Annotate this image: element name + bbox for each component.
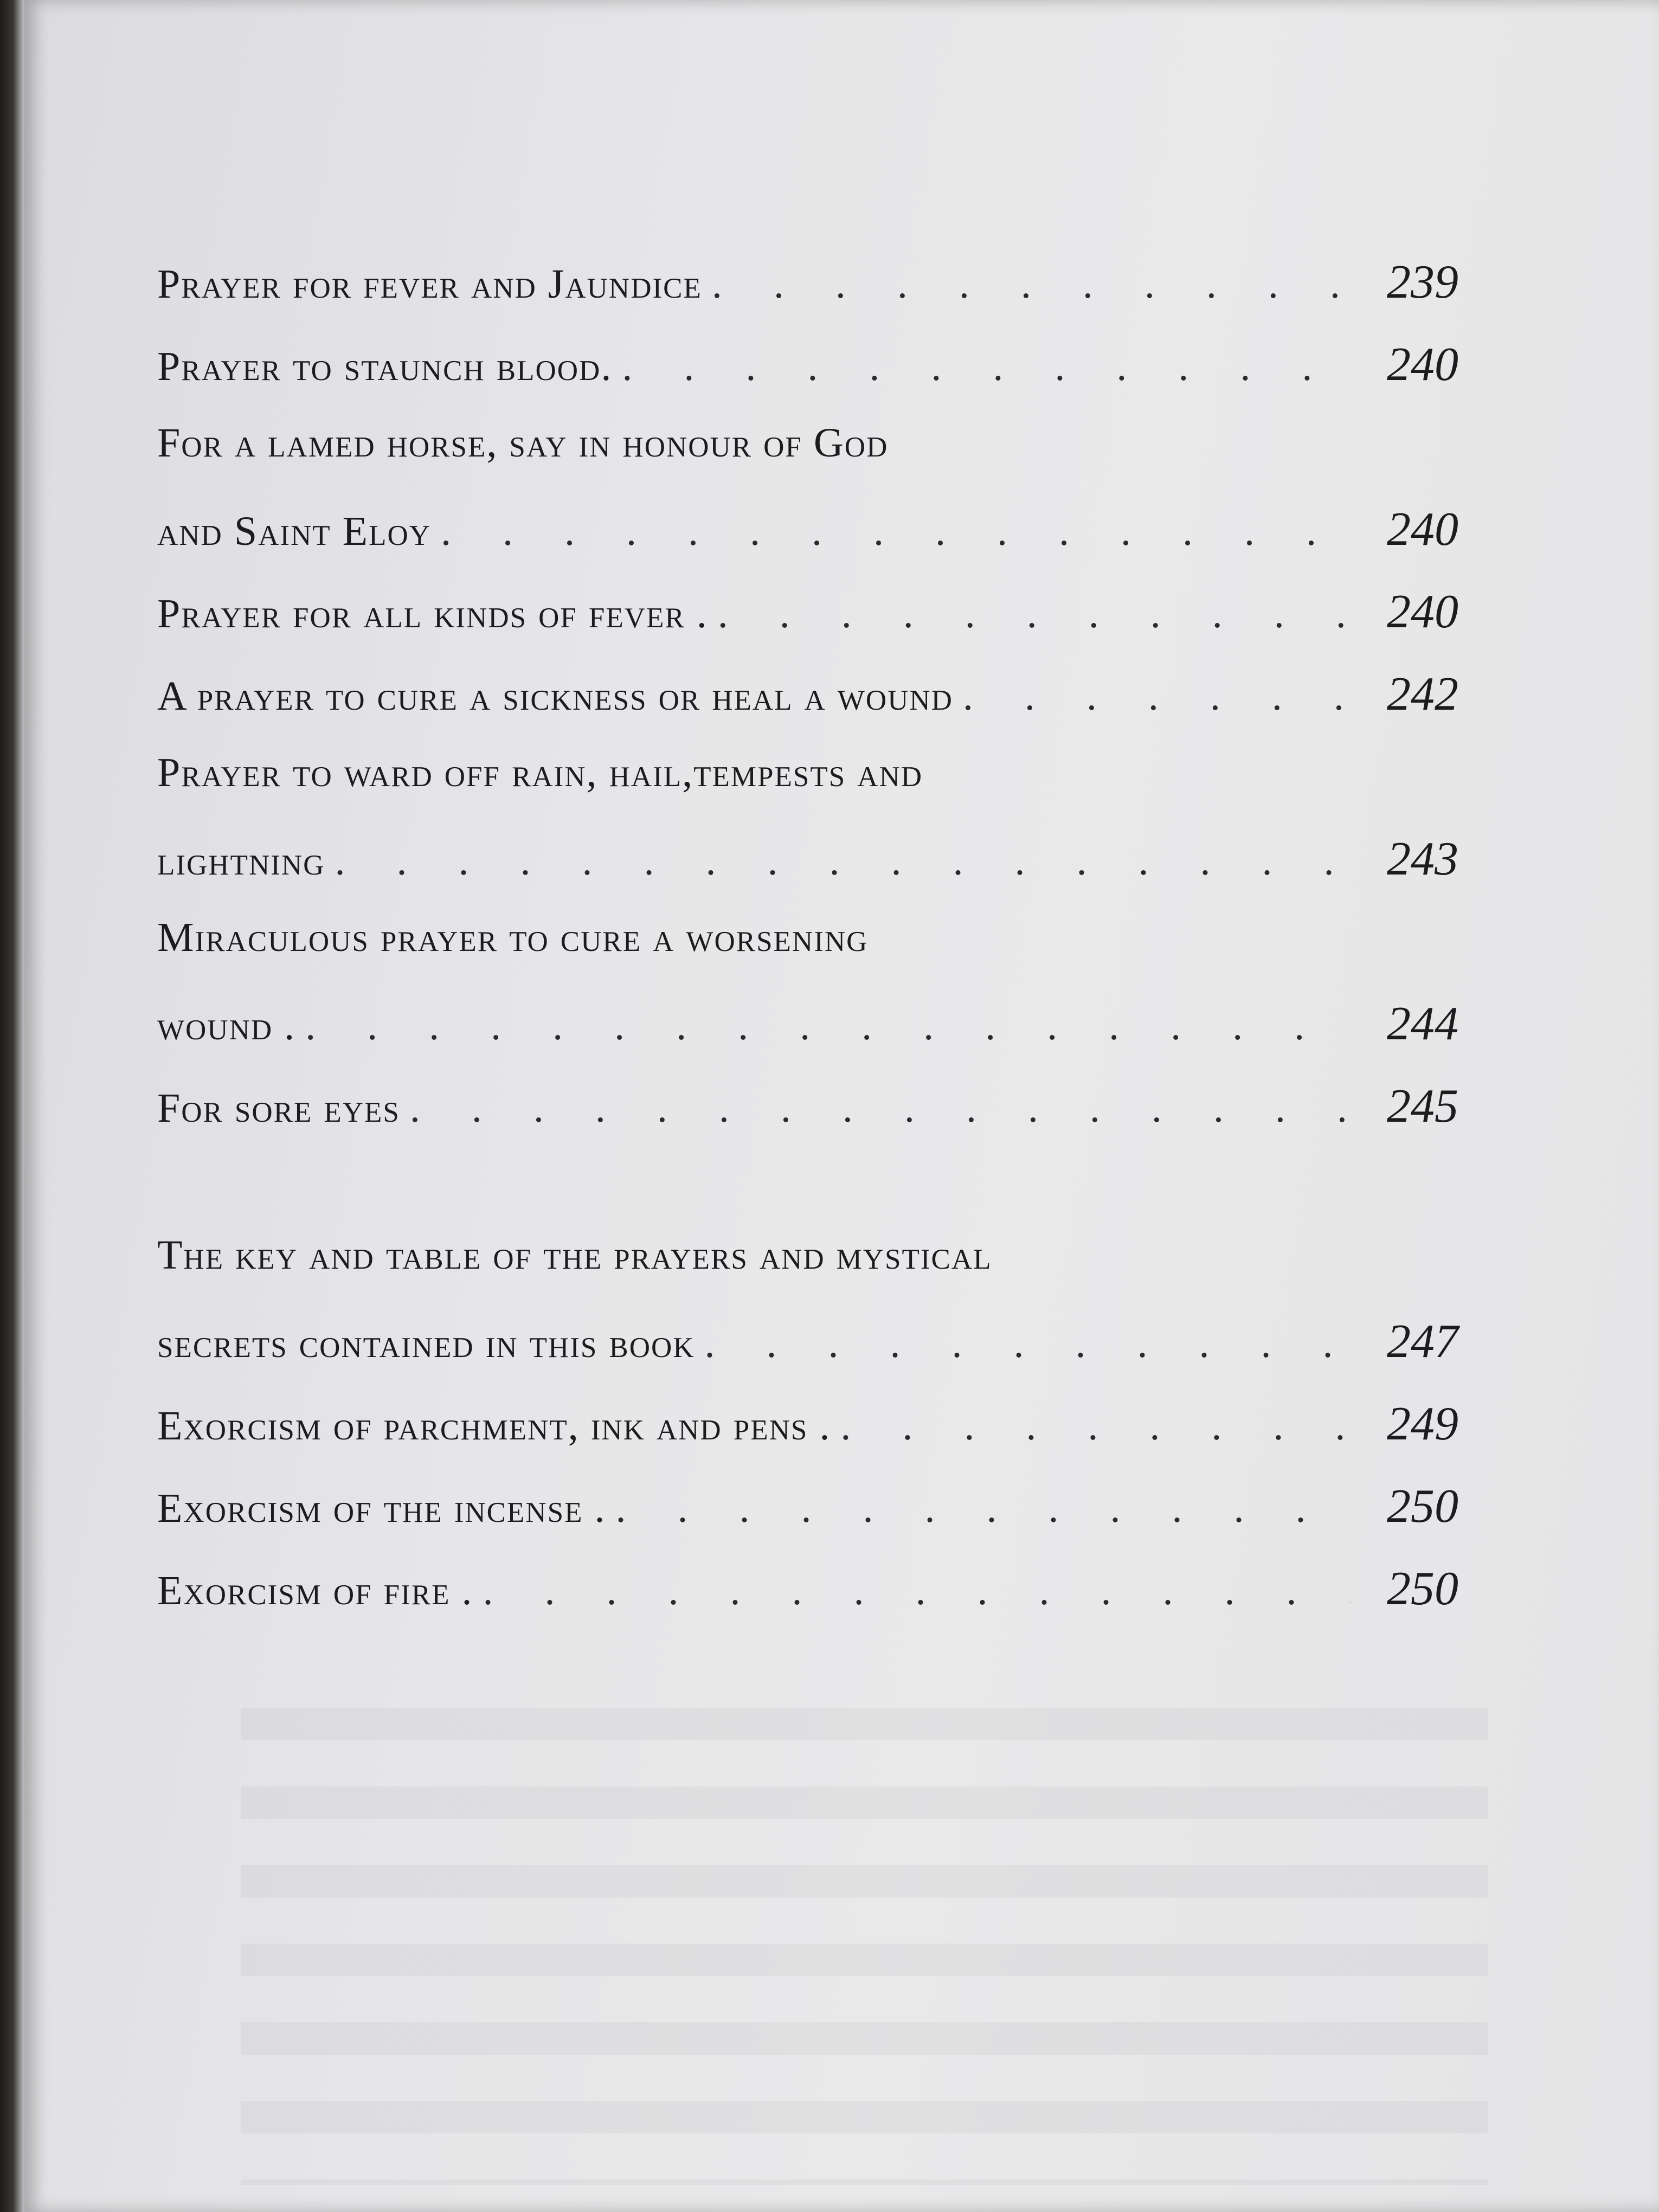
toc-entry <box>157 667 1458 749</box>
toc-line <box>157 1561 1458 1644</box>
toc-page-number: 245 <box>1387 1080 1458 1133</box>
toc-line <box>157 255 1458 337</box>
toc-entry-title: secrets contained in this book <box>157 1321 695 1366</box>
toc-page-number: 244 <box>1387 998 1458 1050</box>
toc-page-number: 247 <box>1387 1315 1458 1368</box>
toc-entry <box>157 1561 1458 1644</box>
toc-line <box>157 1479 1458 1561</box>
toc-line <box>157 420 1458 502</box>
toc-entry <box>157 420 1458 584</box>
toc-page-number: 239 <box>1387 256 1458 308</box>
toc-entry <box>157 1232 1458 1397</box>
dot-leader <box>305 1002 1351 1050</box>
dot-leader <box>705 1320 1351 1367</box>
toc-line <box>157 1079 1458 1161</box>
toc-entry <box>157 1397 1458 1479</box>
toc-page-number: 240 <box>1387 586 1458 638</box>
toc-page-number: 250 <box>1387 1562 1458 1615</box>
dot-leader <box>410 1085 1351 1132</box>
toc-entry-title: Prayer to staunch blood. <box>157 344 613 389</box>
toc-line <box>157 337 1458 420</box>
toc-line <box>157 1232 1458 1314</box>
dot-leader <box>615 1485 1351 1532</box>
toc-entry <box>157 255 1458 337</box>
toc-entry <box>157 1479 1458 1561</box>
toc-entry-title: Miraculous prayer to cure a worsening <box>157 915 869 960</box>
toc-line <box>157 502 1458 584</box>
toc-entry-title: Prayer for all kinds of fever . <box>157 591 708 636</box>
toc-entry-title: Exorcism of the incense . <box>157 1486 606 1531</box>
toc-entry <box>157 1079 1458 1161</box>
toc-page-number: 240 <box>1387 503 1458 556</box>
toc-line <box>157 584 1458 667</box>
toc-entry-title: A prayer to cure a sickness or heal a wound <box>157 673 953 719</box>
toc-entry-title: lightning <box>157 838 325 884</box>
toc-page-number: 240 <box>1387 338 1458 391</box>
dot-leader <box>963 673 1351 720</box>
toc-line <box>157 1397 1458 1479</box>
toc-entry-title: For a lamed horse, say in honour of God <box>157 420 889 466</box>
toc-page-number: 249 <box>1387 1398 1458 1450</box>
dot-leader <box>441 508 1351 555</box>
toc-entry-title: Exorcism of fire . <box>157 1568 473 1613</box>
toc-line <box>157 996 1458 1079</box>
dot-leader <box>718 590 1351 638</box>
dot-leader <box>622 343 1351 390</box>
toc-group-1 <box>157 255 1458 1161</box>
bleed-through-text <box>241 1708 1488 2185</box>
toc-line <box>157 749 1458 832</box>
toc-page-number: 250 <box>1387 1480 1458 1533</box>
toc-entry-title: For sore eyes <box>157 1085 400 1131</box>
toc-page-number: 242 <box>1387 668 1458 721</box>
toc-entry-title: Prayer for fever and Jaundice <box>157 261 702 307</box>
toc-page-number: 243 <box>1387 833 1458 885</box>
toc-line <box>157 1314 1458 1397</box>
dot-leader <box>335 838 1351 885</box>
toc-entry <box>157 914 1458 1079</box>
toc-entry-title: The key and table of the prayers and mystical <box>157 1232 992 1278</box>
toc-line <box>157 832 1458 914</box>
toc-entry <box>157 749 1458 914</box>
toc-entry-title: Exorcism of parchment, ink and pens . <box>157 1403 831 1449</box>
group-spacer <box>157 1161 1458 1232</box>
book-spine-edge <box>0 0 24 2212</box>
dot-leader <box>712 261 1351 308</box>
toc-group-2 <box>157 1232 1458 1644</box>
toc-line <box>157 667 1458 749</box>
toc-entry-title: and Saint Eloy <box>157 509 432 554</box>
toc-entry-title: wound . <box>157 1003 296 1049</box>
dot-leader <box>840 1403 1351 1450</box>
table-of-contents <box>157 255 1458 1644</box>
toc-line <box>157 914 1458 996</box>
toc-entry-title: Prayer to ward off rain, hail,tempests and <box>157 750 923 795</box>
toc-entry <box>157 337 1458 420</box>
dot-leader <box>483 1567 1351 1615</box>
toc-entry <box>157 584 1458 667</box>
